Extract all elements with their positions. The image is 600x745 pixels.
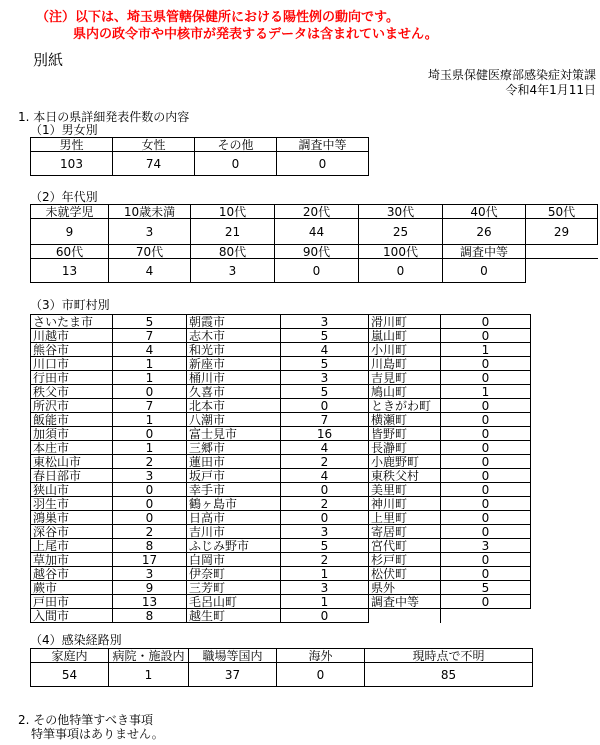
municipality-name: 幸手市 (187, 483, 281, 497)
route-value-row (31, 663, 533, 687)
municipality-count: 13 (113, 595, 187, 609)
municipality-count: 9 (113, 581, 187, 595)
age-title: （2）年代別 (30, 190, 98, 204)
route-count-workplace-domestic: 37 (189, 663, 277, 687)
gender-header-male: 男性 (31, 138, 113, 152)
municipality-name: 長瀞町 (369, 441, 441, 455)
route-header-household: 家庭内 (31, 649, 109, 663)
municipality-count: 0 (441, 553, 531, 567)
municipality-count: 0 (441, 329, 531, 343)
municipality-name: 東松山市 (31, 455, 113, 469)
municipality-row (31, 343, 531, 357)
municipality-row (31, 581, 531, 595)
municipality-row (31, 441, 531, 455)
issue-date: 令和4年1月11日 (505, 83, 596, 97)
municipality-name: 飯能市 (31, 413, 113, 427)
municipality-row (31, 511, 531, 525)
municipality-name: 神川町 (369, 497, 441, 511)
municipality-count: 0 (281, 511, 369, 525)
municipality-count: 2 (113, 455, 187, 469)
municipality-name: 所沢市 (31, 399, 113, 413)
age-header: 100代 (359, 245, 443, 259)
municipality-count: 3 (441, 539, 531, 553)
age-count: 9 (31, 219, 109, 245)
age-count: 0 (275, 259, 359, 283)
municipality-row (31, 413, 531, 427)
municipality-count: 2 (281, 497, 369, 511)
municipality-count: 1 (113, 441, 187, 455)
age-header: 60代 (31, 245, 109, 259)
municipality-name: 調査中等 (369, 595, 441, 609)
municipality-name: 三芳町 (187, 581, 281, 595)
municipality-name: 毛呂山町 (187, 595, 281, 609)
age-header: 80代 (191, 245, 275, 259)
municipality-row (31, 483, 531, 497)
empty-cell (526, 245, 598, 259)
municipality-count: 3 (281, 315, 369, 329)
municipality-count: 7 (113, 399, 187, 413)
municipality-row (31, 455, 531, 469)
municipality-name: 北本市 (187, 399, 281, 413)
route-header-workplace-domestic: 職場等国内 (189, 649, 277, 663)
municipality-name: 小川町 (369, 343, 441, 357)
gender-table (30, 137, 369, 176)
empty-cell (369, 609, 441, 623)
municipality-count: 0 (113, 497, 187, 511)
municipality-count: 0 (281, 609, 369, 623)
route-title: （4）感染経路別 (30, 633, 122, 647)
municipality-name: 朝霞市 (187, 315, 281, 329)
municipality-name: 和光市 (187, 343, 281, 357)
municipality-count: 0 (441, 455, 531, 469)
municipality-name: 東秩父村 (369, 469, 441, 483)
municipality-name: 坂戸市 (187, 469, 281, 483)
age-count: 29 (526, 219, 598, 245)
municipality-name: 狭山市 (31, 483, 113, 497)
municipality-count: 5 (281, 539, 369, 553)
age-header: 10歳未満 (109, 205, 191, 219)
municipality-count: 2 (281, 455, 369, 469)
municipality-count: 3 (281, 525, 369, 539)
issuer: 埼玉県保健医療部感染症対策課 (427, 68, 596, 82)
municipality-count: 3 (113, 567, 187, 581)
age-count: 21 (191, 219, 275, 245)
empty-cell (526, 259, 598, 283)
section-2-body: 特筆事項はありません。 (31, 727, 164, 741)
municipality-name: 白岡市 (187, 553, 281, 567)
age-header-row-2 (31, 245, 598, 259)
municipality-name: 鴻巣市 (31, 511, 113, 525)
municipality-row (31, 567, 531, 581)
age-header: 調査中等 (443, 245, 526, 259)
municipality-name: 日高市 (187, 511, 281, 525)
municipality-count: 5 (281, 385, 369, 399)
municipality-row (31, 609, 531, 623)
municipality-row (31, 371, 531, 385)
age-header: 10代 (191, 205, 275, 219)
municipality-count: 16 (281, 427, 369, 441)
municipality-count: 2 (281, 553, 369, 567)
municipality-name: 鶴ヶ島市 (187, 497, 281, 511)
municipality-count: 0 (113, 483, 187, 497)
municipality-name: 春日部市 (31, 469, 113, 483)
section-2-title: 2. その他特筆すべき事項 (18, 713, 154, 727)
age-count: 26 (443, 219, 526, 245)
municipality-name: 志木市 (187, 329, 281, 343)
route-count-unknown: 85 (365, 663, 533, 687)
age-count: 0 (359, 259, 443, 283)
age-header: 30代 (359, 205, 443, 219)
gender-count-under-investigation: 0 (277, 152, 369, 176)
municipality-count: 8 (113, 609, 187, 623)
gender-header-other: その他 (195, 138, 277, 152)
municipality-count: 1 (441, 385, 531, 399)
gender-count-male: 103 (31, 152, 113, 176)
municipality-count: 0 (441, 315, 531, 329)
municipality-name: 吉川市 (187, 525, 281, 539)
municipality-count: 1 (113, 371, 187, 385)
municipality-count: 5 (113, 315, 187, 329)
age-header: 90代 (275, 245, 359, 259)
age-table (30, 204, 598, 283)
municipality-count: 0 (441, 357, 531, 371)
municipality-name: 新座市 (187, 357, 281, 371)
age-header: 20代 (275, 205, 359, 219)
municipality-count: 4 (281, 343, 369, 357)
age-count: 3 (109, 219, 191, 245)
municipality-name: 熊谷市 (31, 343, 113, 357)
document-label: 別紙 (33, 51, 64, 69)
age-header: 50代 (526, 205, 598, 219)
municipality-name: 本庄市 (31, 441, 113, 455)
age-count: 0 (443, 259, 526, 283)
municipality-count: 1 (281, 567, 369, 581)
municipality-count: 1 (113, 357, 187, 371)
route-count-overseas: 0 (277, 663, 365, 687)
municipality-count: 1 (113, 413, 187, 427)
municipality-name: 川越市 (31, 329, 113, 343)
municipality-name: さいたま市 (31, 315, 113, 329)
municipality-count: 3 (281, 581, 369, 595)
municipality-table (30, 314, 531, 623)
municipality-name: 美里町 (369, 483, 441, 497)
municipality-count: 0 (441, 525, 531, 539)
municipality-name: 上尾市 (31, 539, 113, 553)
municipality-name: ときがわ町 (369, 399, 441, 413)
municipality-count: 0 (281, 399, 369, 413)
municipality-name: 越谷市 (31, 567, 113, 581)
municipality-row (31, 595, 531, 609)
route-header-hospital-facility: 病院・施設内 (109, 649, 189, 663)
route-header-overseas: 海外 (277, 649, 365, 663)
municipality-count: 0 (441, 567, 531, 581)
age-count: 13 (31, 259, 109, 283)
route-count-hospital-facility: 1 (109, 663, 189, 687)
municipality-name: 蓮田市 (187, 455, 281, 469)
age-value-row-1 (31, 219, 598, 245)
age-header: 70代 (109, 245, 191, 259)
municipality-name: 横瀬町 (369, 413, 441, 427)
municipality-title: （3）市町村別 (30, 298, 110, 312)
gender-value-row (31, 152, 369, 176)
municipality-count: 0 (441, 469, 531, 483)
municipality-row (31, 469, 531, 483)
gender-header-under-investigation: 調査中等 (277, 138, 369, 152)
municipality-count: 0 (113, 511, 187, 525)
municipality-count: 3 (113, 469, 187, 483)
empty-cell (441, 609, 531, 623)
gender-count-other: 0 (195, 152, 277, 176)
municipality-name: 寄居町 (369, 525, 441, 539)
municipality-count: 5 (281, 357, 369, 371)
municipality-name: 富士見市 (187, 427, 281, 441)
municipality-count: 2 (113, 525, 187, 539)
municipality-count: 4 (281, 469, 369, 483)
municipality-row (31, 427, 531, 441)
route-table (30, 648, 533, 687)
municipality-row (31, 329, 531, 343)
municipality-name: 草加市 (31, 553, 113, 567)
municipality-count: 0 (441, 497, 531, 511)
municipality-count: 0 (441, 483, 531, 497)
municipality-name: 鳩山町 (369, 385, 441, 399)
gender-header-female: 女性 (113, 138, 195, 152)
municipality-name: 小鹿野町 (369, 455, 441, 469)
municipality-row (31, 553, 531, 567)
municipality-name: 宮代町 (369, 539, 441, 553)
age-count: 44 (275, 219, 359, 245)
age-count: 4 (109, 259, 191, 283)
municipality-name: 杉戸町 (369, 553, 441, 567)
municipality-name: 三郷市 (187, 441, 281, 455)
municipality-row (31, 357, 531, 371)
municipality-count: 3 (281, 371, 369, 385)
municipality-count: 0 (113, 427, 187, 441)
municipality-name: 川島町 (369, 357, 441, 371)
municipality-count: 0 (441, 595, 531, 609)
municipality-row (31, 399, 531, 413)
municipality-name: 上里町 (369, 511, 441, 525)
municipality-row (31, 385, 531, 399)
municipality-count: 4 (281, 441, 369, 455)
municipality-name: 入間市 (31, 609, 113, 623)
municipality-count: 0 (441, 441, 531, 455)
route-count-household: 54 (31, 663, 109, 687)
gender-count-female: 74 (113, 152, 195, 176)
municipality-name: 桶川市 (187, 371, 281, 385)
municipality-count: 7 (113, 329, 187, 343)
notice-line-1: （注）以下は、埼玉県管轄保健所における陽性例の動向です。 (36, 10, 399, 25)
municipality-count: 0 (441, 371, 531, 385)
section-1-title: 1. 本日の県詳細発表件数の内容 (18, 110, 190, 124)
municipality-name: 深谷市 (31, 525, 113, 539)
municipality-count: 1 (281, 595, 369, 609)
age-header-row-1 (31, 205, 598, 219)
municipality-name: 伊奈町 (187, 567, 281, 581)
municipality-name: 吉見町 (369, 371, 441, 385)
route-header-unknown: 現時点で不明 (365, 649, 533, 663)
municipality-name: 嵐山町 (369, 329, 441, 343)
municipality-name: 皆野町 (369, 427, 441, 441)
municipality-count: 7 (281, 413, 369, 427)
municipality-name: 県外 (369, 581, 441, 595)
age-count: 3 (191, 259, 275, 283)
municipality-count: 0 (281, 483, 369, 497)
route-header-row (31, 649, 533, 663)
municipality-name: 加須市 (31, 427, 113, 441)
age-value-row-2 (31, 259, 598, 283)
age-header: 40代 (443, 205, 526, 219)
municipality-name: 行田市 (31, 371, 113, 385)
municipality-name: 戸田市 (31, 595, 113, 609)
municipality-name: 川口市 (31, 357, 113, 371)
municipality-name: 蕨市 (31, 581, 113, 595)
municipality-count: 17 (113, 553, 187, 567)
municipality-name: 滑川町 (369, 315, 441, 329)
municipality-name: 久喜市 (187, 385, 281, 399)
gender-header-row (31, 138, 369, 152)
municipality-count: 8 (113, 539, 187, 553)
municipality-count: 4 (113, 343, 187, 357)
gender-title: （1）男女別 (30, 123, 98, 137)
municipality-count: 5 (281, 329, 369, 343)
municipality-row (31, 525, 531, 539)
municipality-count: 0 (441, 511, 531, 525)
municipality-name: 松伏町 (369, 567, 441, 581)
municipality-name: 越生町 (187, 609, 281, 623)
municipality-name: 羽生市 (31, 497, 113, 511)
municipality-count: 0 (441, 427, 531, 441)
municipality-name: 八潮市 (187, 413, 281, 427)
notice-line-2: 県内の政令市や中核市が発表するデータは含まれていません。 (73, 27, 438, 42)
municipality-name: 秩父市 (31, 385, 113, 399)
municipality-count: 0 (441, 413, 531, 427)
municipality-count: 1 (441, 343, 531, 357)
municipality-count: 0 (441, 399, 531, 413)
municipality-name: ふじみ野市 (187, 539, 281, 553)
municipality-row (31, 497, 531, 511)
municipality-row (31, 539, 531, 553)
municipality-count: 0 (113, 385, 187, 399)
age-count: 25 (359, 219, 443, 245)
municipality-row (31, 315, 531, 329)
municipality-count: 5 (441, 581, 531, 595)
age-header: 未就学児 (31, 205, 109, 219)
